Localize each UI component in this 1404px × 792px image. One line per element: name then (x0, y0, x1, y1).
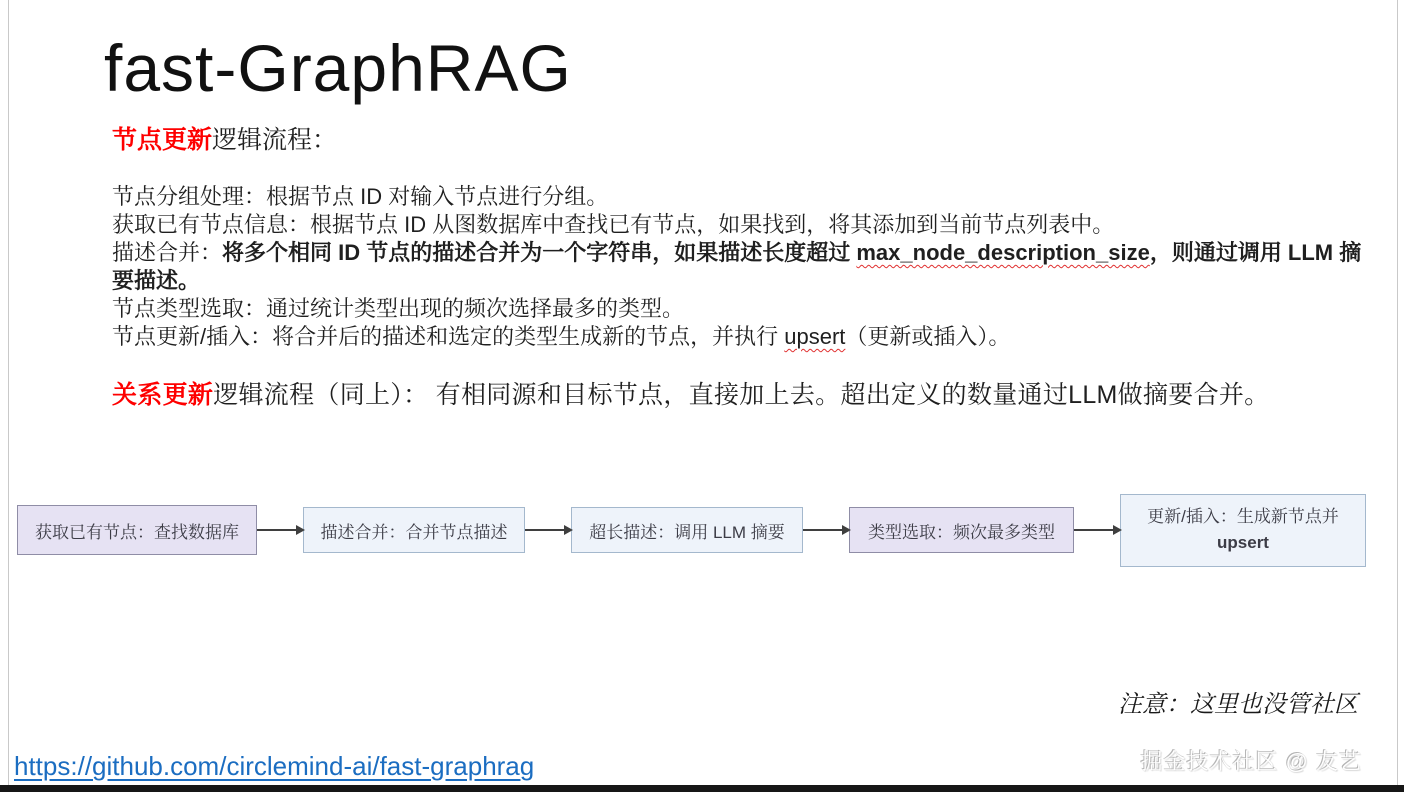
flow-step-type-select: 类型选取：频次最多类型 (849, 507, 1074, 553)
flow-step-upsert-line1: 更新/插入：生成新节点并 (1147, 507, 1339, 526)
community-note: 注意：这里也没管社区 (1118, 691, 1358, 718)
node-update-flowchart (17, 490, 1366, 570)
node-update-body (112, 183, 1382, 351)
relation-update-heading-red: 关系更新 (112, 381, 214, 409)
merge-bold-a: 将多个相同 ID 节点的描述合并为一个字符串，如果描述长度超过 (222, 240, 857, 265)
upsert-prefix: 节点更新/插入：将合并后的描述和选定的类型生成新的节点，并执行 (112, 324, 785, 349)
page-title: fast-GraphRAG (104, 31, 572, 105)
flow-step-merge-description: 描述合并：合并节点描述 (303, 507, 525, 553)
relation-update-heading-rest: 逻辑流程（同上）： 有相同源和目标节点，直接加上去。超出定义的数量通过LLM做摘要合并。 (213, 381, 1270, 409)
watermark: 掘金技术社区 @ 友艺 (1140, 749, 1362, 774)
body-line-grouping: 节点分组处理：根据节点 ID 对输入节点进行分组。 (112, 184, 609, 209)
github-repo-link[interactable]: https://github.com/circlemind-ai/fast-graphrag (14, 751, 535, 781)
upsert-token: upsert (784, 324, 846, 349)
node-update-heading-red: 节点更新 (112, 126, 213, 154)
flow-step-upsert (1120, 494, 1366, 567)
right-edge-divider (1397, 0, 1398, 792)
flow-step-fetch-nodes: 获取已有节点：查找数据库 (17, 505, 257, 555)
body-line-type-select: 节点类型选取：通过统计类型出现的频次选择最多的类型。 (112, 296, 685, 321)
flow-arrow-icon (525, 529, 571, 531)
flow-arrow-icon (803, 529, 849, 531)
body-line-fetch: 获取已有节点信息：根据节点 ID 从图数据库中查找已有节点，如果找到，将其添加到当前节点列表中。 (112, 212, 1115, 237)
body-line-merge (112, 239, 1382, 295)
max-node-description-size-token: max_node_description_size (856, 240, 1150, 265)
flow-arrow-icon (257, 529, 303, 531)
flow-step-upsert-line2: upsert (1217, 533, 1269, 552)
flow-step-llm-summary: 超长描述：调用 LLM 摘要 (571, 507, 803, 553)
upsert-suffix: （更新或插入）。 (845, 324, 1011, 349)
node-update-heading-rest: 逻辑流程： (212, 126, 338, 154)
left-edge-divider (8, 0, 9, 792)
merge-bold-b: ，则通过调用 LLM 摘要描述。 (112, 240, 1362, 293)
relation-update-heading (112, 375, 1392, 411)
node-update-heading (112, 120, 337, 156)
flow-arrow-icon (1074, 529, 1120, 531)
merge-prefix: 描述合并： (112, 240, 223, 265)
body-line-upsert (112, 323, 1382, 351)
bottom-black-bar (0, 785, 1404, 792)
